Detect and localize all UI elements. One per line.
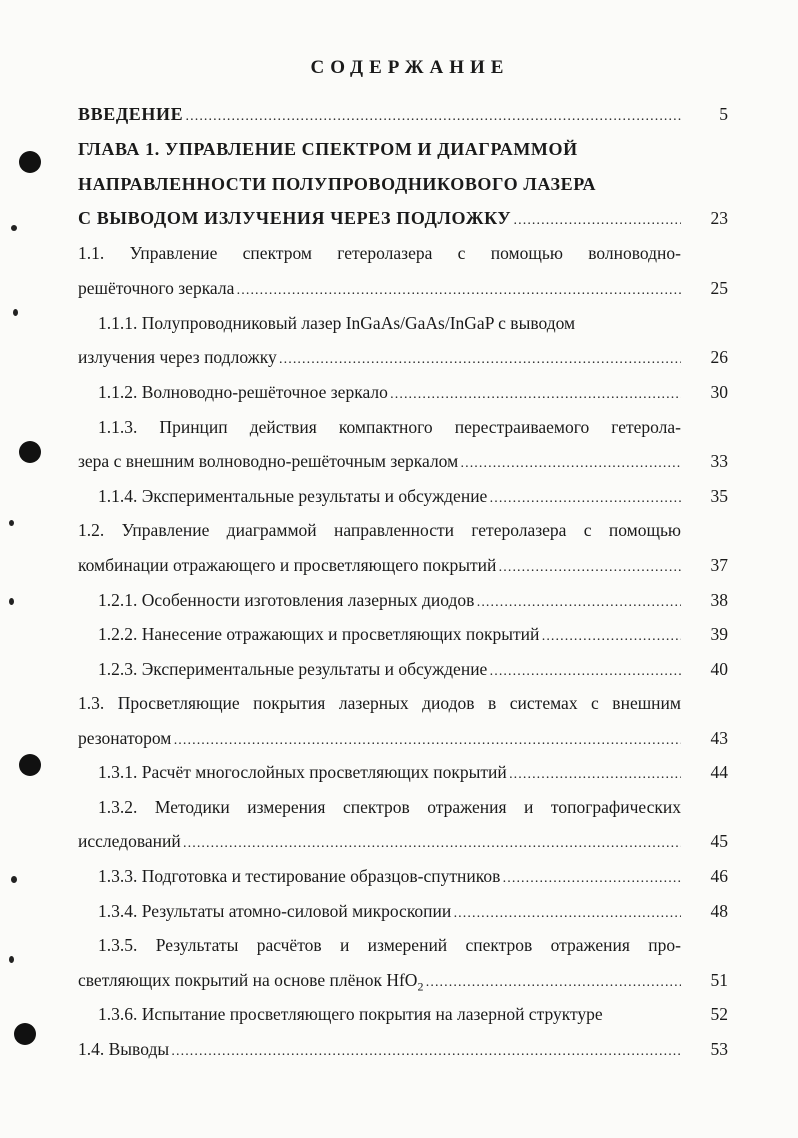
toc-page-number: 35 <box>710 486 728 506</box>
toc-entry-text: 1.3.4. Результаты атомно-силовой микроскопии <box>98 901 452 921</box>
toc-entry-text: 1.3.5. Результаты расчётов и измерений спектров отражения про- <box>98 935 681 955</box>
toc-page-number: 5 <box>719 104 728 124</box>
toc-entry-1-1-3-line1[interactable] <box>78 415 681 439</box>
toc-page-number: 40 <box>710 659 728 679</box>
toc-entry-1-3-line2[interactable] <box>78 726 681 753</box>
toc-entry-1-1-line1[interactable] <box>78 241 681 265</box>
toc-entry-1-3-1[interactable] <box>78 760 681 787</box>
toc-entry-text: 1.1.2. Волноводно-решёточное зеркало <box>98 382 388 402</box>
toc-entry-1-2-2[interactable] <box>78 622 681 649</box>
toc-entry-1-1-3-line2[interactable] <box>78 449 681 476</box>
toc-page-number: 25 <box>710 278 728 298</box>
toc-entry-text: резонатором <box>78 728 172 748</box>
toc-entry-1-1-2[interactable] <box>78 380 681 407</box>
toc-entry-1-3-2-line2[interactable] <box>78 829 681 856</box>
toc-entry-text: светляющих покрытий на основе плёнок HfO <box>78 970 418 990</box>
toc-entry-text: ВВЕДЕНИЕ <box>78 104 184 124</box>
toc-entry-1-3-line1[interactable] <box>78 691 681 715</box>
toc-entry-1-1-1-line2[interactable] <box>78 345 681 372</box>
toc-entry-1-1-4[interactable] <box>78 484 681 511</box>
toc-entry-text: комбинации отражающего и просветляющего покрытий <box>78 555 497 575</box>
toc-page-number: 46 <box>710 866 728 886</box>
toc-entry-text: зера с внешним волноводно-решёточным зеркалом <box>78 451 459 471</box>
toc-page-number: 44 <box>710 762 728 782</box>
toc-entry-text: 1.2. Управление диаграммой направленности гетеролазера с помощью <box>78 520 681 540</box>
scan-speck <box>11 225 17 231</box>
toc-page-number: 39 <box>710 624 728 644</box>
toc-page-number: 23 <box>710 208 728 228</box>
toc-entry-1-3-3[interactable] <box>78 864 681 891</box>
toc-entry-text: НАПРАВЛЕННОСТИ ПОЛУПРОВОДНИКОВОГО ЛАЗЕРА <box>78 174 597 194</box>
toc-page-number: 52 <box>710 1004 728 1024</box>
toc-entry-text: решёточного зеркала <box>78 278 235 298</box>
toc-entry-text: излучения через подложку <box>78 347 277 367</box>
toc-page-number: 37 <box>710 555 728 575</box>
toc-entry-text: 1.1.3. Принцип действия компактного перестраиваемого гетерола- <box>98 417 681 437</box>
scan-speck <box>9 956 14 963</box>
toc-entry-1-2-1[interactable] <box>78 588 681 615</box>
toc-page-number: 48 <box>710 901 728 921</box>
toc-entry-1-2-line2[interactable] <box>78 553 681 580</box>
toc-entry-text: 1.3.6. Испытание просветляющего покрытия на лазерной структуре <box>98 1004 603 1024</box>
toc-entry-text: 1.2.2. Нанесение отражающих и просветляющих покрытий <box>98 624 540 644</box>
punch-hole <box>19 754 41 776</box>
toc-entry-text: 1.2.1. Особенности изготовления лазерных диодов <box>98 590 475 610</box>
toc-entry-1-2-3[interactable] <box>78 657 681 684</box>
toc-page-number: 26 <box>710 347 728 367</box>
toc-entry-chapter1-line2[interactable] <box>78 172 681 196</box>
toc-page-number: 53 <box>710 1039 728 1059</box>
toc-page-number: 30 <box>710 382 728 402</box>
toc-entry-1-2-line1[interactable] <box>78 518 681 542</box>
toc-entry-1-1-1-line1[interactable] <box>78 311 681 335</box>
scan-speck <box>9 520 14 526</box>
toc-page-number: 43 <box>710 728 728 748</box>
toc-entry-text: 1.4. Выводы <box>78 1039 170 1059</box>
toc-entry-text: 1.1.4. Экспериментальные результаты и обсуждение <box>98 486 488 506</box>
toc-entry-text: 1.1.1. Полупроводниковый лазер InGaAs/GaAs/InGaP с выводом <box>98 313 576 333</box>
subscript: 2 <box>417 979 424 994</box>
scan-speck <box>11 876 17 883</box>
toc-entry-1-3-5-line2[interactable] <box>78 968 681 999</box>
toc-entry-1-4[interactable] <box>78 1037 681 1064</box>
scan-speck <box>9 598 14 605</box>
toc-entry-text: 1.3.3. Подготовка и тестирование образцов-спутников <box>98 866 501 886</box>
toc-entry-1-3-2-line1[interactable] <box>78 795 681 819</box>
toc-entry-1-3-6[interactable] <box>78 1002 681 1026</box>
toc-page-number: 45 <box>710 831 728 851</box>
toc-entry-1-1-line2[interactable] <box>78 276 681 303</box>
toc-entry-chapter1-line3[interactable] <box>78 206 681 233</box>
toc-page-number: 38 <box>710 590 728 610</box>
toc-entry-text: 1.3.2. Методики измерения спектров отражения и топографических <box>98 797 681 817</box>
punch-hole <box>19 151 41 173</box>
toc-entry-1-3-4[interactable] <box>78 899 681 926</box>
toc-entry-text: ГЛАВА 1. УПРАВЛЕНИЕ СПЕКТРОМ И ДИАГРАММОЙ <box>78 139 578 159</box>
toc-entry-1-3-5-line1[interactable] <box>78 933 681 957</box>
toc-entry-text: 1.3.1. Расчёт многослойных просветляющих покрытий <box>98 762 507 782</box>
toc-entry-introduction[interactable] <box>78 102 681 129</box>
toc-page-number: 33 <box>710 451 728 471</box>
toc-entry-text: исследований <box>78 831 181 851</box>
toc-entry-text: 1.1. Управление спектром гетеролазера с помощью волноводно- <box>78 243 681 263</box>
toc-page-number: 51 <box>710 970 728 990</box>
toc-entry-text: 1.2.3. Экспериментальные результаты и обсуждение <box>98 659 488 679</box>
toc-entry-text: С ВЫВОДОМ ИЗЛУЧЕНИЯ ЧЕРЕЗ ПОДЛОЖКУ <box>78 208 512 228</box>
punch-hole <box>19 441 41 463</box>
toc-entry-chapter1-line1[interactable] <box>78 137 681 161</box>
scan-speck <box>13 309 18 316</box>
punch-hole <box>14 1023 36 1045</box>
toc-entry-text: 1.3. Просветляющие покрытия лазерных диодов в системах с внешним <box>78 693 681 713</box>
page-title: СОДЕРЖАНИЕ <box>310 57 510 78</box>
